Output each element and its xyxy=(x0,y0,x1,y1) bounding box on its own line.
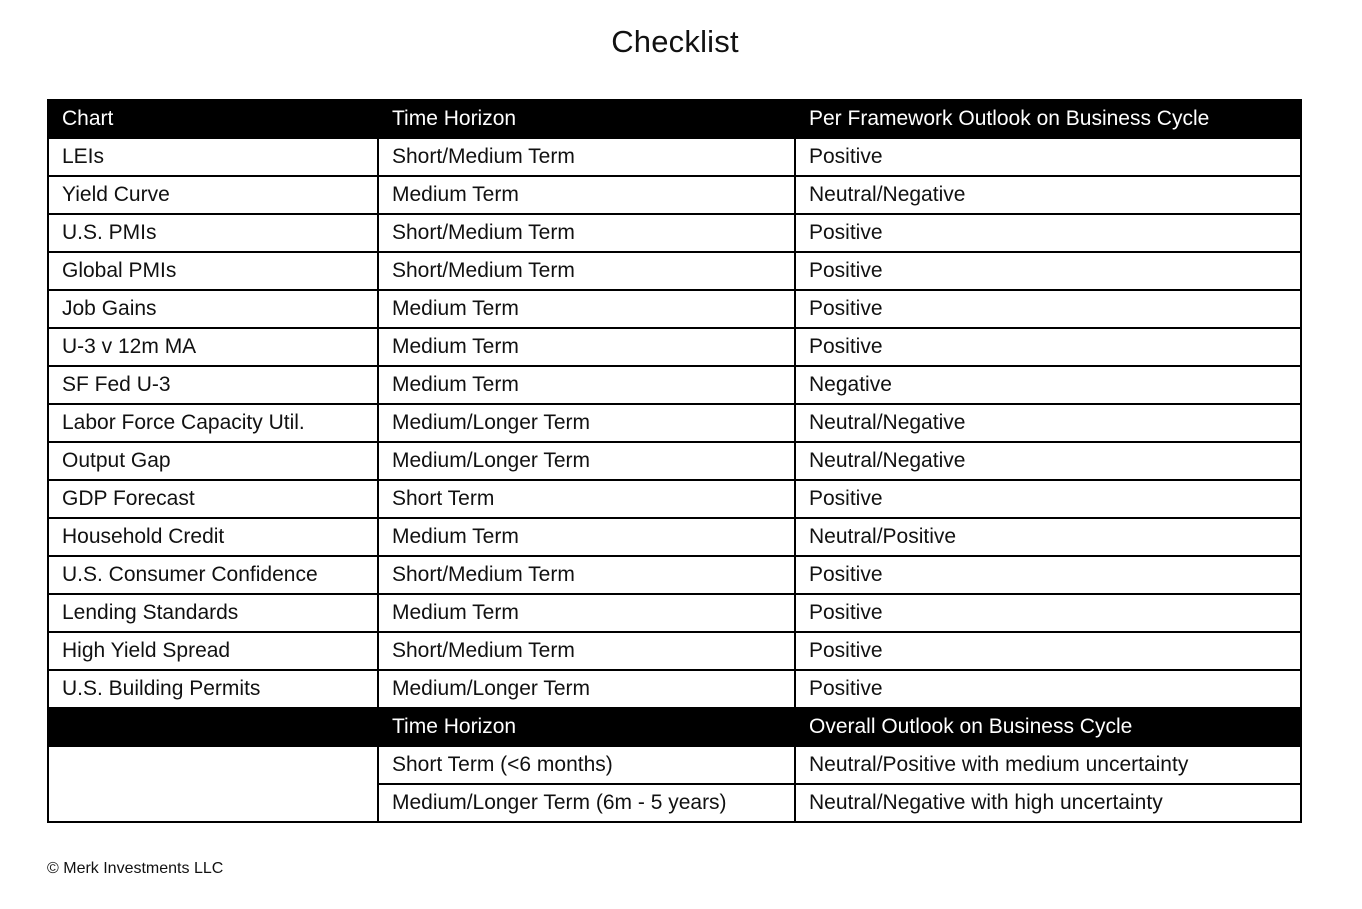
chart-cell: U-3 v 12m MA xyxy=(48,328,378,366)
time-horizon-cell: Medium Term xyxy=(378,176,795,214)
outlook-cell: Positive xyxy=(795,670,1301,708)
copyright-footer: © Merk Investments LLC xyxy=(47,860,224,877)
chart-cell: GDP Forecast xyxy=(48,480,378,518)
summary-header-blank xyxy=(48,708,378,746)
summary-section xyxy=(48,708,1301,822)
outlook-cell: Neutral/Positive xyxy=(795,518,1301,556)
summary-header-outlook: Overall Outlook on Business Cycle xyxy=(795,708,1301,746)
time-horizon-cell: Medium Term xyxy=(378,366,795,404)
outlook-cell: Negative xyxy=(795,366,1301,404)
outlook-cell: Positive xyxy=(795,632,1301,670)
outlook-cell: Positive xyxy=(795,480,1301,518)
table-row xyxy=(48,670,1301,708)
table-row xyxy=(48,138,1301,176)
time-horizon-cell: Medium Term xyxy=(378,290,795,328)
chart-cell: U.S. Consumer Confidence xyxy=(48,556,378,594)
table-row xyxy=(48,366,1301,404)
time-horizon-cell: Medium/Longer Term xyxy=(378,404,795,442)
time-horizon-cell: Medium Term xyxy=(378,328,795,366)
header-time-horizon: Time Horizon xyxy=(378,100,795,138)
outlook-cell: Neutral/Negative xyxy=(795,442,1301,480)
table-row xyxy=(48,214,1301,252)
chart-cell: Household Credit xyxy=(48,518,378,556)
page-title: Checklist xyxy=(611,24,739,59)
time-horizon-cell: Medium Term xyxy=(378,518,795,556)
time-horizon-cell: Short/Medium Term xyxy=(378,214,795,252)
outlook-cell: Positive xyxy=(795,214,1301,252)
time-horizon-cell: Short Term xyxy=(378,480,795,518)
checklist-table xyxy=(47,99,1302,823)
time-horizon-cell: Medium/Longer Term xyxy=(378,670,795,708)
time-horizon-cell: Medium/Longer Term xyxy=(378,442,795,480)
chart-cell: Job Gains xyxy=(48,290,378,328)
chart-cell: Global PMIs xyxy=(48,252,378,290)
time-horizon-cell: Medium Term xyxy=(378,594,795,632)
summary-header-time-horizon: Time Horizon xyxy=(378,708,795,746)
chart-cell: U.S. Building Permits xyxy=(48,670,378,708)
chart-cell: Output Gap xyxy=(48,442,378,480)
time-horizon-cell: Short/Medium Term xyxy=(378,252,795,290)
summary-row xyxy=(48,746,1301,784)
chart-cell: High Yield Spread xyxy=(48,632,378,670)
chart-cell: LEIs xyxy=(48,138,378,176)
outlook-cell: Positive xyxy=(795,290,1301,328)
summary-horizon-cell: Medium/Longer Term (6m - 5 years) xyxy=(378,784,795,822)
table-row xyxy=(48,480,1301,518)
outlook-cell: Neutral/Negative xyxy=(795,404,1301,442)
table-row xyxy=(48,556,1301,594)
chart-cell: Yield Curve xyxy=(48,176,378,214)
chart-cell: U.S. PMIs xyxy=(48,214,378,252)
summary-blank-cell xyxy=(48,746,378,822)
time-horizon-cell: Short/Medium Term xyxy=(378,632,795,670)
chart-cell: Labor Force Capacity Util. xyxy=(48,404,378,442)
chart-cell: SF Fed U-3 xyxy=(48,366,378,404)
outlook-cell: Positive xyxy=(795,556,1301,594)
chart-cell: Lending Standards xyxy=(48,594,378,632)
table-row xyxy=(48,632,1301,670)
summary-outlook-cell: Neutral/Positive with medium uncertainty xyxy=(795,746,1301,784)
table-row xyxy=(48,594,1301,632)
time-horizon-cell: Short/Medium Term xyxy=(378,138,795,176)
table-row xyxy=(48,442,1301,480)
summary-header-row xyxy=(48,708,1301,746)
header-outlook: Per Framework Outlook on Business Cycle xyxy=(795,100,1301,138)
table-header-row xyxy=(48,100,1301,138)
table-row xyxy=(48,404,1301,442)
header-chart: Chart xyxy=(48,100,378,138)
outlook-cell: Positive xyxy=(795,328,1301,366)
outlook-cell: Positive xyxy=(795,138,1301,176)
table-row xyxy=(48,290,1301,328)
table-row xyxy=(48,518,1301,556)
table-row xyxy=(48,252,1301,290)
time-horizon-cell: Short/Medium Term xyxy=(378,556,795,594)
summary-outlook-cell: Neutral/Negative with high uncertainty xyxy=(795,784,1301,822)
table-row xyxy=(48,176,1301,214)
outlook-cell: Positive xyxy=(795,594,1301,632)
summary-horizon-cell: Short Term (<6 months) xyxy=(378,746,795,784)
outlook-cell: Neutral/Negative xyxy=(795,176,1301,214)
table-body xyxy=(48,138,1301,708)
table-row xyxy=(48,328,1301,366)
outlook-cell: Positive xyxy=(795,252,1301,290)
